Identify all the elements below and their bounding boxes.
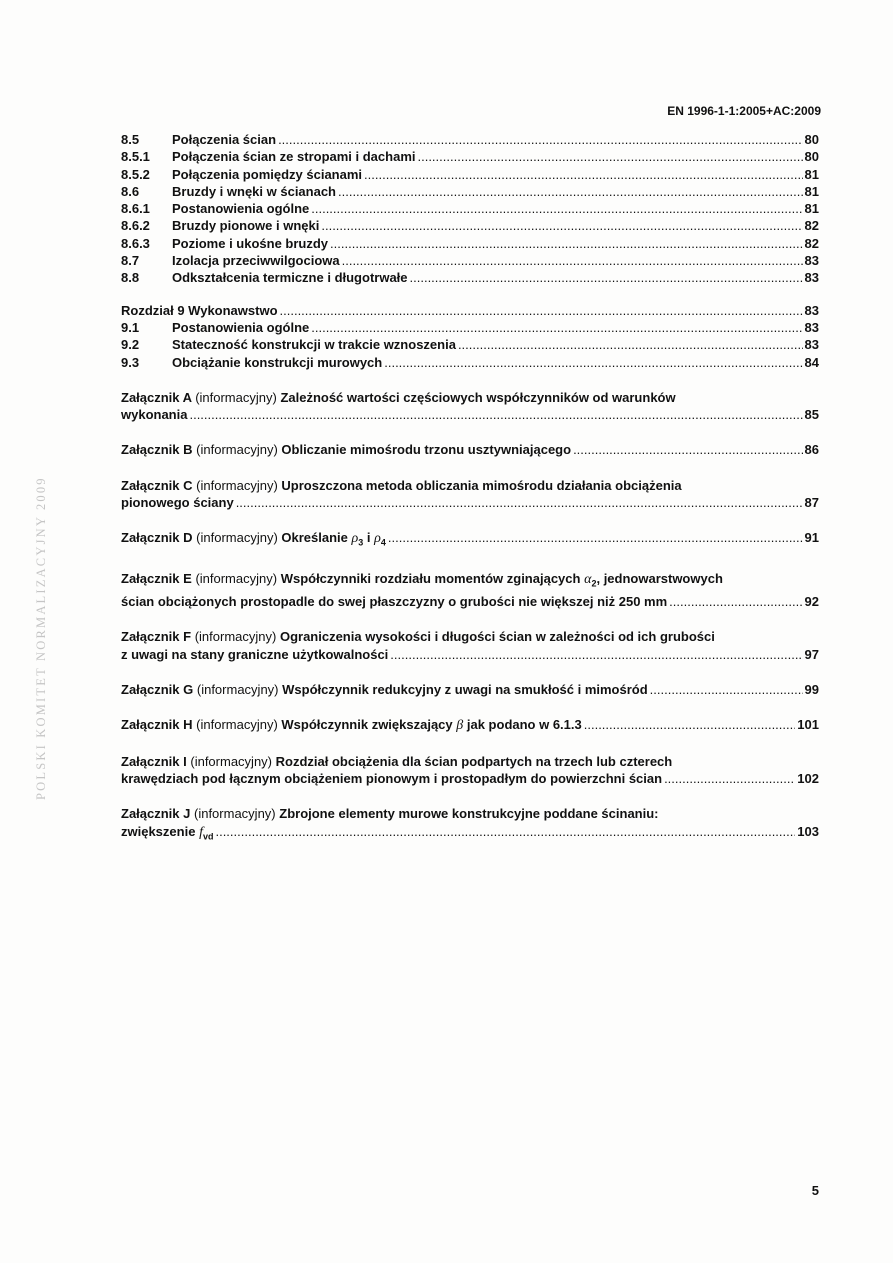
toc-entry-9-3[interactable]: 9.3 Obciążanie konstrukcji murowych ..... 84 (121, 354, 819, 371)
page-number: 5 (811, 1183, 819, 1198)
alpha-symbol: α (584, 572, 592, 588)
toc-entry-9-1[interactable]: 9.1 Postanowienia ogólne ..... 83 (121, 319, 819, 336)
toc-annex-e[interactable]: Załącznik E (informacyjny) Współczynniki rozdziału momentów zginających $\alpha_2$, jednowarstwowych ścian obciążonych prostopadle do swej płaszczyzny o grubości nie większej niż 250 mm ..... 92 (121, 570, 819, 610)
toc-entry-8-8[interactable]: 8.8 Odkształcenia termiczne i długotrwałe ..... 83 (121, 269, 819, 286)
table-of-contents (121, 131, 819, 845)
toc-annex-d[interactable]: Załącznik D (informacyjny) Określanie $\rho_3$ i $\rho_4$ ..... 91 (121, 529, 819, 552)
toc-annex-b[interactable]: Załącznik B (informacyjny) Obliczanie mimośrodu trzonu usztywniającego ..... 86 (121, 441, 819, 458)
toc-annex-h[interactable]: Załącznik H (informacyjny) Współczynnik zwiększający β jak podano w 6.1.3 ..... 101 (121, 716, 819, 734)
toc-entry-8-5[interactable]: 8.5 Połączenia ścian ..... 80 (121, 131, 819, 148)
toc-entry-8-5-1[interactable]: 8.5.1 Połączenia ścian ze stropami i dachami ..... 80 (121, 148, 819, 165)
toc-entry-8-7[interactable]: 8.7 Izolacja przeciwwilgociowa ..... 83 (121, 252, 819, 269)
toc-entry-8-6-2[interactable]: 8.6.2 Bruzdy pionowe i wnęki ..... 82 (121, 217, 819, 234)
f-symbol: f (199, 824, 203, 840)
beta-symbol: β (456, 718, 464, 734)
toc-entry-chapter-9[interactable]: Rozdział 9 Wykonawstwo ..... 83 (121, 302, 819, 319)
toc-annex-c[interactable]: Załącznik C (informacyjny) Uproszczona metoda obliczania mimośrodu działania obciążenia pionowego ściany ..... 87 (121, 477, 819, 512)
watermark-text: POLSKI KOMITET NORMALIZACYJNY 2009 (34, 476, 48, 800)
rho-symbol: ρ (351, 531, 359, 547)
toc-annex-f[interactable]: Załącznik F (informacyjny) Ograniczenia wysokości i długości ścian w zależności od ich grubości z uwagi na stany graniczne użytkowalności ..... 97 (121, 628, 819, 663)
toc-annex-i[interactable]: Załącznik I (informacyjny) Rozdział obciążenia dla ścian podpartych na trzech lub czterech krawędziach pod łącznym obciążeniem pionowym i prostopadłym do powierzchni ścian ..... 102 (121, 753, 819, 788)
toc-annex-a[interactable]: Załącznik A (informacyjny) Zależność wartości częściowych współczynników od warunków wykonania ..... 85 (121, 389, 819, 424)
document-header: EN 1996-1-1:2005+AC:2009 (667, 104, 821, 118)
toc-annex-g[interactable]: Załącznik G (informacyjny) Współczynnik redukcyjny z uwagi na smukłość i mimośród ..... 99 (121, 681, 819, 698)
toc-annex-j[interactable]: Załącznik J (informacyjny) Zbrojone elementy murowe konstrukcyjne poddane ścinaniu: zwiększenie $f_{vd}$ ..... 103 (121, 805, 819, 845)
toc-entry-8-6-1[interactable]: 8.6.1 Postanowienia ogólne ..... 81 (121, 200, 819, 217)
toc-entry-9-2[interactable]: 9.2 Stateczność konstrukcji w trakcie wznoszenia ..... 83 (121, 336, 819, 353)
chapter-9-list (121, 302, 819, 371)
toc-entry-8-5-2[interactable]: 8.5.2 Połączenia pomiędzy ścianami ..... 81 (121, 166, 819, 183)
toc-entry-8-6-3[interactable]: 8.6.3 Poziome i ukośne bruzdy ..... 82 (121, 235, 819, 252)
sections-8-list (121, 131, 819, 287)
rho-symbol: ρ (374, 531, 381, 547)
toc-entry-8-6[interactable]: 8.6 Bruzdy i wnęki w ścianach ..... 81 (121, 183, 819, 200)
